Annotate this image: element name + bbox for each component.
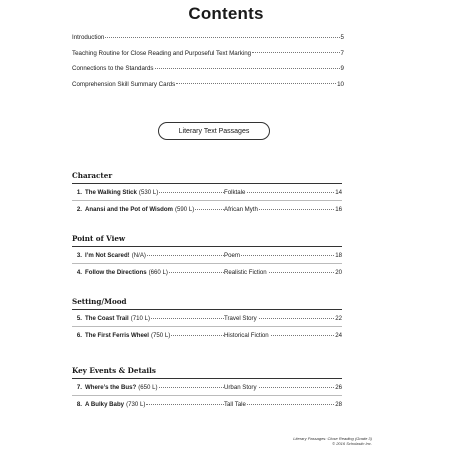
page-footer xyxy=(293,436,372,446)
intro-entry-label: Connections to the Standards xyxy=(72,65,154,72)
entry-title: The Walking Stick xyxy=(85,189,137,196)
section-heading: Point of View xyxy=(72,234,342,247)
toc-entry[interactable] xyxy=(72,310,342,327)
entry-title: A Bulky Baby xyxy=(85,401,125,408)
intro-entry-page: 10 xyxy=(337,80,344,88)
entry-number: 3. xyxy=(76,252,82,259)
entry-level: (650 L) xyxy=(138,384,158,391)
page-title: Contents xyxy=(188,4,264,23)
toc-entry[interactable] xyxy=(72,247,342,264)
intro-entry-label: Comprehension Skill Summary Cards xyxy=(72,80,176,88)
entry-genre: Historical Fiction xyxy=(224,327,270,344)
entry-page: 26 xyxy=(335,384,342,391)
entry-title: Follow the Directions xyxy=(85,269,147,276)
toc-entry[interactable] xyxy=(72,327,342,344)
entry-level: (590 L) xyxy=(174,206,195,213)
entry-number: 1. xyxy=(76,189,82,196)
section-heading: Character xyxy=(72,171,342,184)
intro-list xyxy=(72,30,344,92)
intro-entry[interactable] xyxy=(72,77,344,93)
entry-title: I’m Not Scared! xyxy=(85,252,130,259)
entry-genre: Travel Story xyxy=(224,310,258,327)
entry-number: 2. xyxy=(76,206,82,213)
entry-level: (710 L) xyxy=(130,315,150,322)
entry-title: Where’s the Bus? xyxy=(85,384,137,391)
entry-title: Anansi and the Pot of Wisdom xyxy=(85,206,173,213)
intro-entry-label: Teaching Routine for Close Reading and Purposeful Text Marking xyxy=(72,49,252,57)
entry-level: (730 L) xyxy=(126,401,146,408)
intro-entry-page: 7 xyxy=(340,49,344,57)
dot-leader xyxy=(176,83,336,84)
toc-entry[interactable] xyxy=(72,201,342,218)
entry-number: 4. xyxy=(76,269,82,276)
section-pill-label: Literary Text Passages xyxy=(158,122,270,140)
intro-entry[interactable] xyxy=(72,46,344,62)
entry-page: 18 xyxy=(335,252,342,259)
entry-genre: Poem xyxy=(224,247,241,264)
toc-entry[interactable] xyxy=(72,396,342,413)
section-key-events xyxy=(72,366,342,413)
toc-entry[interactable] xyxy=(72,379,342,396)
entry-number: 8. xyxy=(76,401,82,408)
entry-number: 7. xyxy=(76,384,82,391)
entry-number: 5. xyxy=(76,315,82,322)
entry-page: 14 xyxy=(335,189,342,196)
footer-copyright: © 2016 Scholastic Inc. xyxy=(332,441,372,446)
intro-entry-page: 9 xyxy=(340,65,344,72)
entry-title: The Coast Trail xyxy=(85,315,129,322)
section-point-of-view xyxy=(72,234,342,281)
entry-title: The First Ferris Wheel xyxy=(85,332,149,339)
entry-page: 16 xyxy=(335,206,342,213)
section-setting-mood xyxy=(72,297,342,344)
intro-entry[interactable] xyxy=(72,61,344,77)
toc-entry[interactable] xyxy=(72,264,342,281)
entry-level: (N/A) xyxy=(131,252,146,259)
intro-entry-label: Introduction xyxy=(72,34,105,41)
entry-page: 22 xyxy=(335,315,342,322)
entry-genre: African Myth xyxy=(224,201,259,218)
entry-page: 28 xyxy=(335,401,342,408)
entry-page: 20 xyxy=(335,269,342,276)
entry-genre: Tall Tale xyxy=(224,396,247,413)
section-heading: Key Events & Details xyxy=(72,366,342,379)
entry-level: (660 L) xyxy=(148,269,168,276)
section-character xyxy=(72,171,342,218)
entry-page: 24 xyxy=(335,332,342,339)
section-heading: Setting/Mood xyxy=(72,297,342,310)
entry-genre: Urban Story xyxy=(224,379,258,396)
footer-book-title: Literary Passages: Close Reading (Grade 3) xyxy=(293,436,372,441)
entry-level: (750 L) xyxy=(151,332,171,339)
entry-genre: Realistic Fiction xyxy=(224,264,268,281)
toc-entry[interactable] xyxy=(72,184,342,201)
dot-leader xyxy=(105,37,339,38)
dot-leader xyxy=(195,209,334,210)
dot-leader xyxy=(252,52,339,53)
entry-genre: Folktale xyxy=(224,184,246,201)
entry-number: 6. xyxy=(76,332,82,339)
entry-level: (530 L) xyxy=(138,189,159,196)
intro-entry[interactable] xyxy=(72,30,344,46)
dot-leader xyxy=(155,68,340,69)
dot-leader xyxy=(159,192,334,193)
intro-entry-page: 5 xyxy=(340,34,344,41)
